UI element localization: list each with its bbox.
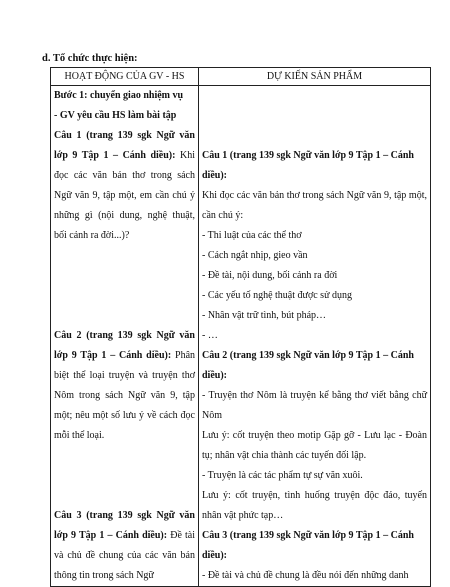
q3-text: Đề tài và chủ đề chung của các văn bản thông tin trong sách Ngữ [54,530,196,581]
list-item: - Nhân vật trữ tình, bút pháp… [202,310,327,321]
a3-title: Câu 3 (trang 139 sgk Ngữ văn lớp 9 Tập 1 – Cánh diều): [202,530,414,561]
activity-cell [51,86,199,587]
list-item: - … [202,330,218,341]
q1-title: Câu 1 (trang 139 sgk Ngữ văn lớp 9 Tập 1 – Cánh diều): [54,130,195,161]
a2-p1: - Truyện thơ Nôm là truyện kể bằng thơ viết bằng chữ Nôm [202,390,427,421]
q3-title: Câu 3 (trang 139 sgk Ngữ văn lớp 9 Tập 1 – Cánh diều): [54,510,195,541]
a2-p3: - Truyện là các tác phẩm tự sự văn xuôi. [202,470,363,481]
table-header-row [51,68,431,86]
a1-intro: Khi đọc các văn bản thơ trong sách Ngữ văn 9, tập một, cần chú ý: [202,190,427,221]
a2-title: Câu 2 (trang 139 sgk Ngữ văn lớp 9 Tập 1 – Cánh diều): [202,350,414,381]
a1-title: Câu 1 (trang 139 sgk Ngữ văn lớp 9 Tập 1 – Cánh diều): [202,150,414,181]
list-item: - Các yếu tố nghệ thuật được sử dụng [202,290,352,301]
q2-title: Câu 2 (trang 139 sgk Ngữ văn lớp 9 Tập 1 – Cánh diều): [54,330,195,361]
a2-p2: Lưu ý: cốt truyện theo motip Gặp gỡ - Lưu lạc - Đoàn tụ; nhân vật chia thành các tuyến đối lập. [202,430,427,461]
list-item: - Cách ngắt nhịp, gieo vần [202,250,308,261]
step1-title: Bước 1: chuyển giao nhiệm vụ [54,90,184,101]
a3-p1: - Đề tài và chủ đề chung là đều nói đến những danh [202,570,409,581]
header-expected-product: DỰ KIẾN SẢN PHẨM [199,68,431,86]
section-title: d. Tổ chức thực hiện: [42,53,138,64]
q1-text: Khi đọc các văn bản thơ trong sách Ngữ văn 9, tập một, em cần chú ý những gì (nội dung, nghệ thuật, bối cảnh ra đời...)? [54,150,195,241]
q2-text: Phân biệt thể loại truyện và truyện thơ Nôm trong sách Ngữ văn 9, tập một; nêu một số lưu ý về cách đọc mỗi thể loại. [54,350,196,441]
list-item: - Thi luật của các thể thơ [202,230,302,241]
a2-p4: Lưu ý: cốt truyện, tình huống truyện độc đáo, tuyến nhân vật phức tạp… [202,490,427,521]
header-teacher-student-activity: HOẠT ĐỘNG CỦA GV - HS [51,68,199,86]
list-item: - Đề tài, nội dung, bối cảnh ra đời [202,270,338,281]
step1-desc: - GV yêu cầu HS làm bài tập [54,110,177,121]
product-cell [199,86,431,587]
activity-table [50,67,431,587]
table-row [51,86,431,587]
